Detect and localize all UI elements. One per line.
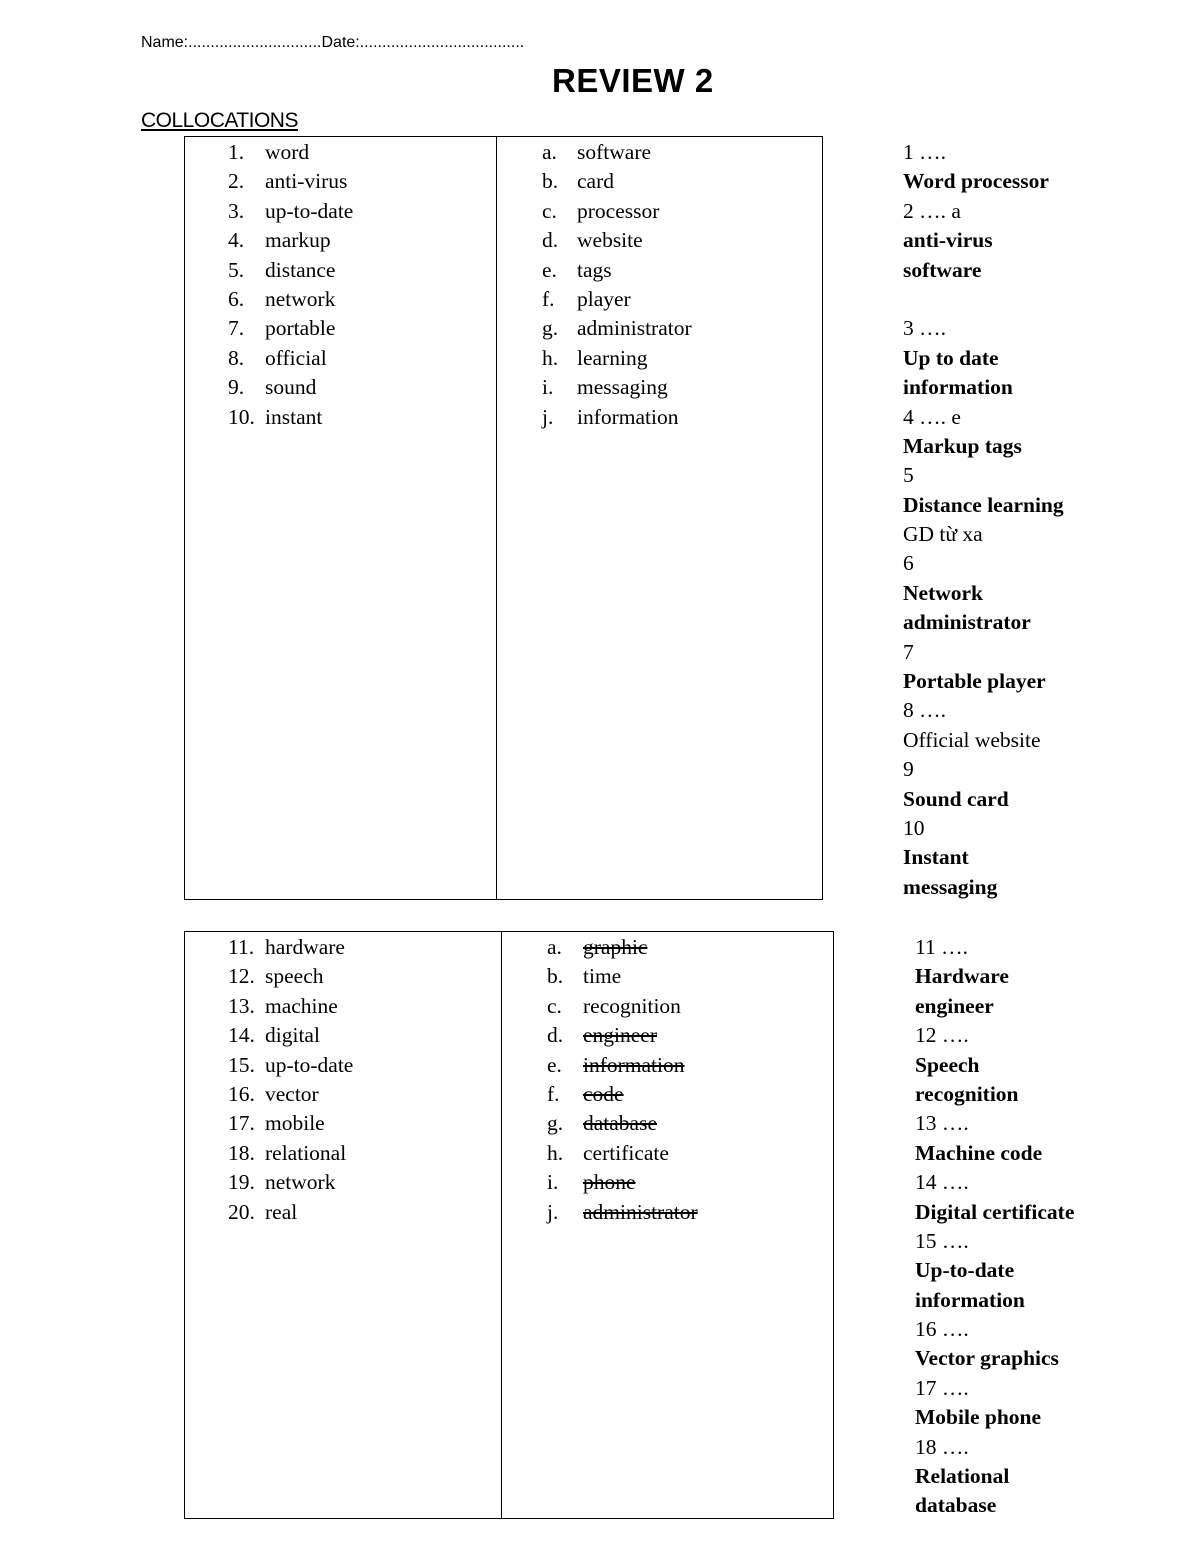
item-marker: g. (547, 1111, 564, 1136)
answer-line: 9 (903, 757, 914, 782)
item-word: speech (265, 964, 324, 989)
item-word: database (583, 1111, 658, 1136)
item-marker: g. (542, 316, 559, 341)
item-word: word (265, 140, 310, 164)
section-heading: COLLOCATIONS (141, 109, 298, 132)
item-word: information (583, 1052, 685, 1077)
item-word: phone (583, 1170, 636, 1195)
list-item (228, 1080, 353, 1109)
item-word: markup (265, 228, 331, 253)
list-item (542, 256, 692, 285)
item-word: graphic (583, 935, 648, 959)
list-item (228, 1168, 353, 1197)
list-item (228, 226, 353, 255)
list-item (547, 992, 698, 1021)
item-marker: 1. (228, 140, 245, 164)
item-word: instant (265, 404, 323, 429)
list-item (547, 1139, 698, 1168)
list-item (542, 314, 692, 343)
list-item (542, 138, 692, 167)
list-item (547, 1021, 698, 1050)
answer-line: GD từ xa (903, 522, 983, 547)
answer-line: Up to date (903, 345, 999, 370)
item-marker: 9. (228, 375, 245, 400)
list-item (547, 933, 698, 962)
item-marker: 3. (228, 198, 245, 223)
answer-line: Distance learning (903, 492, 1064, 517)
table1-answers (903, 138, 1064, 902)
item-marker: e. (542, 257, 557, 282)
answer-line (903, 285, 1064, 314)
item-word: player (577, 286, 631, 311)
answer-line: 12 …. (915, 1023, 969, 1048)
item-word: mobile (265, 1111, 325, 1136)
item-word: machine (265, 993, 338, 1018)
item-marker: 8. (228, 345, 245, 370)
answer-line: 8 …. (903, 698, 946, 723)
item-word: up-to-date (265, 1052, 354, 1077)
item-word: learning (577, 345, 648, 370)
answer-line: Speech (915, 1052, 980, 1077)
table2-left-list (228, 933, 353, 1227)
item-marker: 18. (228, 1140, 255, 1165)
list-item (228, 373, 353, 402)
answer-line: anti-virus (903, 228, 993, 253)
answer-line: 6 (903, 551, 914, 576)
answer-line: Relational (915, 1464, 1010, 1489)
list-item (228, 992, 353, 1021)
item-word: tags (577, 257, 612, 282)
list-item (542, 344, 692, 373)
item-word: time (583, 964, 622, 989)
list-item (228, 285, 353, 314)
item-marker: j. (547, 1199, 559, 1224)
list-item (542, 197, 692, 226)
item-marker: 16. (228, 1081, 255, 1106)
item-marker: a. (547, 935, 562, 959)
item-word: relational (265, 1140, 347, 1165)
item-marker: d. (547, 1023, 564, 1048)
item-word: network (265, 1170, 336, 1195)
item-word: information (577, 404, 679, 429)
table-divider (501, 932, 502, 1518)
item-marker: 2. (228, 169, 245, 194)
answer-line: 10 (903, 815, 925, 840)
item-marker: c. (542, 198, 557, 223)
item-marker: 12. (228, 964, 255, 989)
answer-line: Machine code (915, 1140, 1043, 1165)
answer-line: database (915, 1493, 997, 1518)
item-word: distance (265, 257, 336, 282)
list-item (547, 1109, 698, 1138)
item-marker: b. (542, 169, 559, 194)
item-marker: 5. (228, 257, 245, 282)
item-word: portable (265, 316, 336, 341)
list-item (547, 1168, 698, 1197)
list-item (228, 256, 353, 285)
item-marker: 4. (228, 228, 245, 253)
item-marker: d. (542, 228, 559, 253)
item-marker: h. (542, 345, 559, 370)
answer-line: Vector graphics (915, 1346, 1059, 1371)
table-divider (496, 137, 497, 899)
item-marker: 14. (228, 1023, 255, 1048)
list-item (547, 1051, 698, 1080)
answer-line: Portable player (903, 669, 1046, 694)
item-marker: 19. (228, 1170, 255, 1195)
item-word: vector (265, 1081, 319, 1106)
item-marker: 7. (228, 316, 245, 341)
answer-line: information (915, 1287, 1025, 1312)
answer-line: Word processor (903, 169, 1049, 194)
answer-line: 15 …. (915, 1228, 969, 1253)
item-marker: i. (547, 1170, 559, 1195)
item-word: digital (265, 1023, 320, 1048)
answer-line: 4 …. e (903, 404, 961, 429)
item-marker: 15. (228, 1052, 255, 1077)
item-word: hardware (265, 935, 345, 959)
item-word: administrator (583, 1199, 698, 1224)
item-word: code (583, 1081, 624, 1106)
item-word: software (577, 140, 652, 164)
list-item (228, 314, 353, 343)
answer-line: 2 …. a (903, 198, 961, 223)
list-item (547, 1198, 698, 1227)
answer-line: 3 …. (903, 316, 946, 341)
answer-line: Up-to-date (915, 1258, 1015, 1283)
item-word: real (265, 1199, 298, 1224)
answer-line: Sound card (903, 786, 1009, 811)
list-item (228, 1109, 353, 1138)
answer-line: administrator (903, 610, 1031, 635)
answer-line: 13 …. (915, 1111, 969, 1136)
list-item (228, 138, 353, 167)
list-item (547, 962, 698, 991)
answer-line: messaging (903, 874, 998, 899)
answer-line: engineer (915, 993, 994, 1018)
table1-left-list (228, 138, 353, 432)
item-word: sound (265, 375, 317, 400)
item-word: messaging (577, 375, 668, 400)
list-item (228, 403, 353, 432)
answer-line: software (903, 257, 982, 282)
table2-answers (915, 933, 1074, 1521)
list-item (228, 1198, 353, 1227)
item-word: recognition (583, 993, 681, 1018)
page-title: REVIEW 2 (552, 62, 714, 99)
item-word: certificate (583, 1140, 669, 1165)
answer-line: 1 …. (903, 140, 946, 164)
item-marker: a. (542, 140, 557, 164)
item-marker: h. (547, 1140, 564, 1165)
item-word: website (577, 228, 643, 253)
item-word: network (265, 286, 336, 311)
answer-line: 11 …. (915, 935, 968, 959)
item-marker: j. (542, 404, 554, 429)
item-word: processor (577, 198, 660, 223)
answer-line: 5 (903, 463, 914, 488)
item-word: card (577, 169, 614, 194)
list-item (228, 1021, 353, 1050)
answer-line: Markup tags (903, 433, 1022, 458)
table1-right-list (542, 138, 692, 432)
item-marker: f. (547, 1081, 560, 1106)
answer-line: 14 …. (915, 1170, 969, 1195)
answer-line: 7 (903, 639, 914, 664)
list-item (228, 197, 353, 226)
list-item (542, 403, 692, 432)
list-item (547, 1080, 698, 1109)
list-item (228, 933, 353, 962)
item-marker: b. (547, 964, 564, 989)
list-item (542, 373, 692, 402)
item-marker: 10. (228, 404, 255, 429)
item-word: official (265, 345, 327, 370)
answer-line: Digital certificate (915, 1199, 1075, 1224)
item-marker: i. (542, 375, 554, 400)
item-marker: e. (547, 1052, 562, 1077)
answer-line: information (903, 375, 1013, 400)
list-item (228, 962, 353, 991)
list-item (228, 167, 353, 196)
answer-line: 17 …. (915, 1375, 969, 1400)
answer-line: 16 …. (915, 1317, 969, 1342)
list-item (228, 1139, 353, 1168)
name-date-line: Name:..............................Date:..................................... (141, 34, 525, 51)
answer-line: Instant (903, 845, 969, 870)
list-item (542, 167, 692, 196)
item-marker: 11. (228, 935, 255, 959)
answer-line: recognition (915, 1081, 1019, 1106)
answer-line: Hardware (915, 964, 1009, 989)
item-marker: c. (547, 993, 562, 1018)
item-marker: 17. (228, 1111, 255, 1136)
item-word: anti-virus (265, 169, 348, 194)
list-item (542, 226, 692, 255)
item-word: engineer (583, 1023, 658, 1048)
answer-line: Mobile phone (915, 1405, 1042, 1430)
answer-line: Official website (903, 727, 1041, 752)
item-marker: 6. (228, 286, 245, 311)
answer-line: 18 …. (915, 1434, 969, 1459)
item-marker: f. (542, 286, 555, 311)
list-item (228, 344, 353, 373)
item-marker: 13. (228, 993, 255, 1018)
answer-line: Network (903, 580, 984, 605)
table2-right-list (547, 933, 698, 1227)
item-word: up-to-date (265, 198, 354, 223)
item-marker: 20. (228, 1199, 255, 1224)
item-word: administrator (577, 316, 692, 341)
list-item (228, 1051, 353, 1080)
list-item (542, 285, 692, 314)
